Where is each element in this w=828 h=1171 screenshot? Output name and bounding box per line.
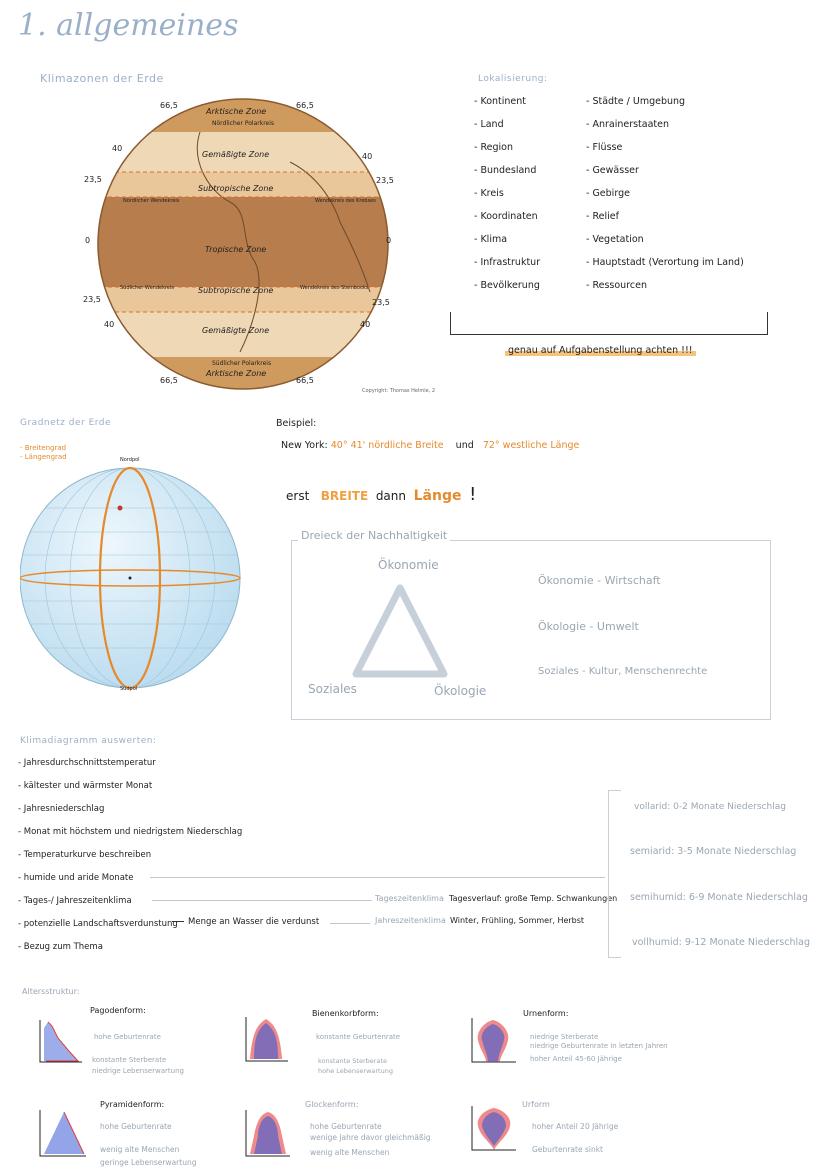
triangle-left-label: Soziales [308,682,357,696]
pagoden-pyramid [38,1018,82,1068]
list-item: - Anrainerstaaten [586,119,670,130]
nachhaltigkeit-heading: Dreieck der Nachhaltigkeit [298,529,450,542]
erst-word: erst [286,489,310,503]
triangle-right-label: Ökologie [434,684,487,698]
tages-label: Tageszeitenklima [375,894,444,903]
list-item: - Bundesland [474,165,537,176]
page-title: 1. allgemeines [18,8,239,43]
list-item: - Flüsse [586,142,623,153]
triangle-icon [350,580,450,680]
latitude-label: 66,5 [296,101,314,110]
list-item: - Infrastruktur [474,257,541,268]
lokalisierung-heading: Lokalisierung: [478,74,548,84]
latitude-label: 0 [85,236,91,245]
list-item: - Bevölkerung [474,280,540,291]
form-line: konstante Sterberate [318,1057,387,1065]
pyramiden-pyramid [38,1108,86,1162]
copyright: Copyright: Thomas Helmle, 2 [362,388,436,394]
list-item: - potenzielle Landschaftsverdunstung [18,919,178,929]
south-pole-label: Südpol [120,686,138,692]
beispiel-city: New York: [281,440,328,451]
form-name: Urform [522,1100,550,1109]
form-line: konstante Geburtenrate [316,1033,401,1041]
tages-text: Tagesverlauf: große Temp. Schwankungen [449,894,618,903]
aridity-item: semihumid: 6-9 Monate Niederschlag [630,892,808,903]
graticule-globe-graphic [20,460,244,692]
form-name: Bienenkorbform: [312,1009,379,1018]
form-line: niedrige Lebenserwartung [92,1067,184,1075]
beispiel-laenge: 72° westliche Länge [482,440,580,451]
zone-label: Südlicher Wendekreis [120,285,174,291]
beispiel-line [281,440,579,451]
list-item: - Temperaturkurve beschreiben [18,850,152,860]
list-item: - kältester und wärmster Monat [18,781,153,791]
bracket-line [450,312,768,335]
form-line: niedrige Sterberate [530,1033,599,1041]
legend-laengengrad: - Längengrad [20,453,67,461]
list-item: - Bezug zum Thema [18,942,103,952]
form-line: geringe Lebenserwartung [100,1158,197,1167]
zone-label: Südlicher Polarkreis [212,360,272,367]
list-item: - Land [474,119,504,130]
form-name: Pyramidenform: [100,1100,165,1109]
latitude-label: 40 [112,144,123,153]
laenge-word: Länge [413,488,462,504]
form-line: hoher Anteil 20 Jährige [532,1122,619,1131]
list-item: - Kreis [474,188,504,199]
form-name: Pagodenform: [90,1006,146,1015]
glocken-pyramid [244,1108,290,1162]
list-item: - Relief [586,211,619,222]
zone-label: Arktische Zone [206,107,267,116]
zone-label: Wendekreis des Krebses [315,198,376,204]
zone-label: Subtropische Zone [198,286,274,295]
gradnetz-globe [20,460,244,696]
list-item: - Jahresniederschlag [18,804,105,814]
list-item: - Ressourcen [586,280,647,291]
latitude-label: 40 [362,152,373,161]
latitude-label: 66,5 [160,376,178,385]
breite-word: BREITE [320,489,369,503]
list-item: - Koordinaten [474,211,538,222]
urnen-pyramid [470,1016,516,1068]
list-item: - Tages-/ Jahreszeitenklima [18,896,132,906]
lokalisierung-right-list [586,96,744,303]
divider-line [330,923,370,924]
urn-pyramid-icon [470,1016,516,1064]
bell-pyramid-icon [244,1108,290,1158]
aridity-item: semiarid: 3-5 Monate Niederschlag [630,846,797,857]
alter-heading: Altersstruktur: [22,987,80,996]
nachhaltigkeit-item: Ökonomie - Wirtschaft [538,574,661,587]
form-line: hoher Anteil 45-60 Jährige [530,1055,622,1063]
jahres-text: Winter, Frühling, Sommer, Herbst [450,916,585,925]
dann-word: dann [375,489,406,503]
klimazonen-heading: Klimazonen der Erde [40,72,164,85]
nachhaltigkeit-item: Soziales - Kultur, Menschenrechte [538,666,708,677]
pyramid-icon [38,1108,86,1158]
verdunstung-note: Menge an Wasser die verdunst [188,917,320,927]
exclamation: ! [469,484,477,505]
zone-label: Arktische Zone [206,369,267,378]
nachhaltigkeit-item: Ökologie - Umwelt [538,620,639,633]
list-item: - Region [474,142,513,153]
divider-line [152,900,372,901]
ur-pyramid-icon [470,1104,516,1152]
latitude-label: 23,5 [84,175,102,184]
list-item: - Monat mit höchstem und niedrigstem Niederschlag [18,827,243,837]
aridity-item: vollarid: 0-2 Monate Niederschlag [634,802,786,812]
form-line: wenige Jahre davor gleichmäßig [310,1133,431,1142]
beehive-pyramid-icon [244,1015,288,1063]
latitude-label: 66,5 [296,376,314,385]
lokalisierung-left-list [474,96,540,303]
latitude-label: 66,5 [160,101,178,110]
form-line: niedrige Geburtenrate in letzten Jahren [530,1042,668,1050]
form-name: Urnenform: [523,1009,569,1018]
triangle-top-label: Ökonomie [378,558,439,572]
erst-breite-dann-laenge [286,484,476,505]
triangle-graphic [350,580,450,684]
pagoda-pyramid-icon [38,1018,82,1064]
form-line: hohe Geburtenrate [94,1033,161,1041]
zone-label: Nördlicher Polarkreis [212,120,275,127]
latitude-label: 23,5 [83,295,101,304]
jahres-label: Jahreszeitenklima [375,916,446,925]
lokalisierung-note: genau auf Aufgabenstellung achten !!! [505,345,696,356]
list-item: - humide und aride Monate [18,873,134,883]
north-pole-label: Nordpol [120,457,140,463]
bienenkorb-pyramid [244,1015,288,1067]
latitude-label: 40 [104,320,115,329]
list-item: - Städte / Umgebung [586,96,686,107]
form-line: Geburtenrate sinkt [532,1145,603,1154]
zone-label: Gemäßigte Zone [202,326,270,335]
form-line: wenig alte Menschen [310,1148,390,1157]
list-item: - Gewässer [586,165,639,176]
list-item: - Gebirge [586,188,630,199]
ur-pyramid [470,1104,516,1156]
latitude-label: 40 [360,320,371,329]
zone-label: Nördlicher Wendekreis [123,198,180,204]
form-line: konstante Sterberate [92,1056,167,1064]
beispiel-und: und [455,440,474,451]
form-line: hohe Geburtenrate [100,1122,172,1131]
dash-line [172,921,184,922]
list-item: - Jahresdurchschnittstemperatur [18,758,156,768]
latitude-label: 23,5 [372,298,390,307]
aridity-bracket [608,790,621,958]
form-line: hohe Lebenserwartung [318,1067,393,1075]
form-name: Glockenform: [305,1100,359,1109]
latitude-label: 0 [386,236,392,245]
form-line: hohe Geburtenrate [310,1122,382,1131]
zone-label: Wendekreis des Steinbocks [300,285,369,291]
beispiel-breite: 40° 41' nördliche Breite [330,440,444,451]
list-item: - Vegetation [586,234,644,245]
beispiel-label: Beispiel: [276,418,317,429]
list-item: - Klima [474,234,508,245]
zone-label: Gemäßigte Zone [202,150,270,159]
list-item: - Hauptstadt (Verortung im Land) [586,257,744,268]
form-line: wenig alte Menschen [100,1145,180,1154]
klimadiagramm-heading: Klimadiagramm auswerten: [20,736,157,746]
zone-label: Subtropische Zone [198,184,274,193]
klimadiagramm-list [18,758,242,965]
list-item: - Kontinent [474,96,527,107]
divider-line [150,877,605,878]
legend-breitengrad: - Breitengrad [20,444,67,452]
gradnetz-heading: Gradnetz der Erde [20,418,112,428]
zone-label: Tropische Zone [205,245,267,254]
aridity-item: vollhumid: 9-12 Monate Niederschlag [632,937,810,948]
latitude-label: 23,5 [376,176,394,185]
